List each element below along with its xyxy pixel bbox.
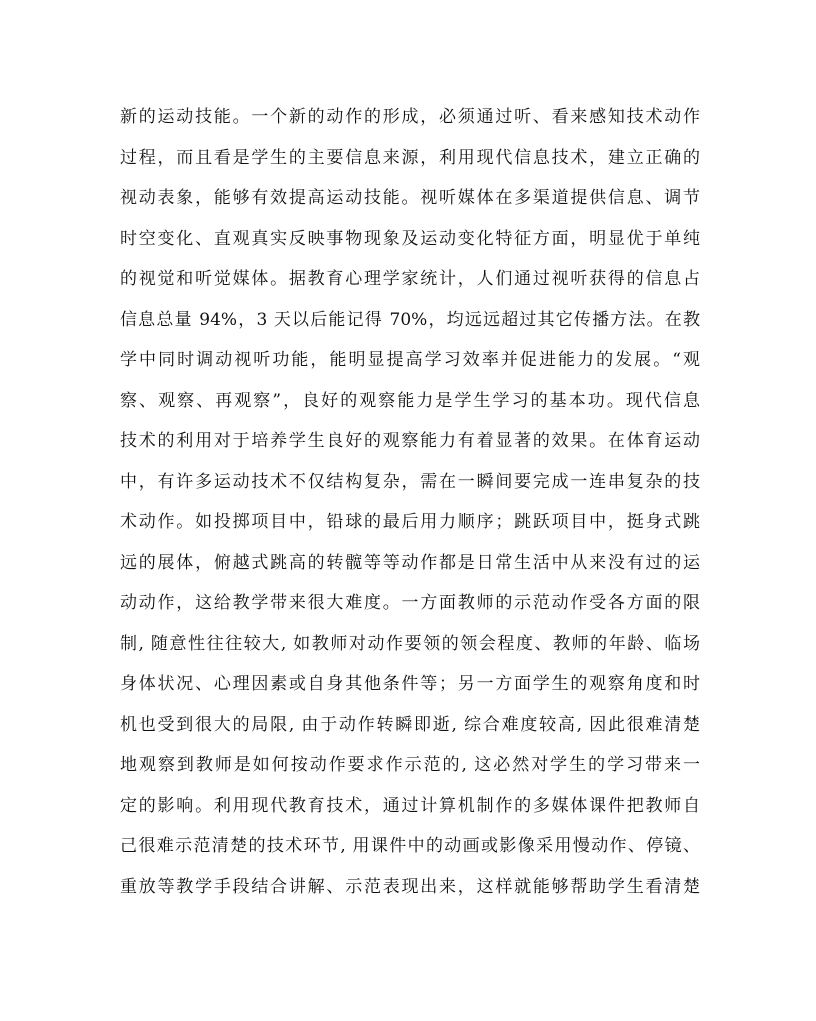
text-line: 身体状况、心理因素或自身其他条件等；另一方面学生的观察角度和时: [120, 674, 700, 694]
text-line: 重放等教学手段结合讲解、示范表现出来，这样就能够帮助学生看清楚: [120, 876, 700, 897]
text-line: 察、观察、再观察”，良好的观察能力是学生学习的基本功。现代信息: [120, 390, 700, 411]
text-line: 远的展体，俯越式跳高的转髋等等动作都是日常生活中从来没有过的运: [120, 552, 700, 573]
text-line: 术动作。如投掷项目中，铅球的最后用力顺序；跳跃项目中，挺身式跳: [120, 512, 700, 532]
text-line: 视动表象，能够有效提高运动技能。视听媒体在多渠道提供信息、调节: [120, 188, 700, 208]
body-text: [120, 97, 700, 907]
text-line: 地观察到教师是如何按动作要求作示范的, 这必然对学生的学习带来一: [120, 755, 700, 775]
text-line: 学中同时调动视听功能，能明显提高学习效率并促进能力的发展。“观: [120, 350, 700, 370]
text-line: 的视觉和听觉媒体。据教育心理学家统计，人们通过视听获得的信息占: [120, 269, 700, 289]
text-line: 过程，而且看是学生的主要信息来源，利用现代信息技术，建立正确的: [120, 147, 700, 168]
text-line: 时空变化、直观真实反映事物现象及运动变化特征方面，明显优于单纯: [120, 228, 700, 249]
text-line: 己很难示范清楚的技术环节, 用课件中的动画或影像采用慢动作、停镜、: [120, 836, 700, 856]
text-line: 技术的利用对于培养学生良好的观察能力有着显著的效果。在体育运动: [120, 431, 700, 451]
text-line: 制, 随意性往往较大, 如教师对动作要领的领会程度、教师的年龄、临场: [120, 633, 700, 654]
text-line: 动动作，这给教学带来很大难度。一方面教师的示范动作受各方面的限: [120, 593, 700, 613]
text-line: 定的影响。利用现代教育技术，通过计算机制作的多媒体课件把教师自: [120, 795, 700, 816]
text-line: 新的运动技能。一个新的动作的形成，必须通过听、看来感知技术动作: [120, 107, 700, 127]
text-line: 中，有许多运动技术不仅结构复杂，需在一瞬间要完成一连串复杂的技: [120, 471, 700, 492]
text-line: 机也受到很大的局限, 由于动作转瞬即逝, 综合难度较高, 因此很难清楚: [120, 714, 700, 735]
text-line: 信息总量 94%，3 天以后能记得 70%，均远远超过其它传播方法。在教: [120, 309, 700, 330]
